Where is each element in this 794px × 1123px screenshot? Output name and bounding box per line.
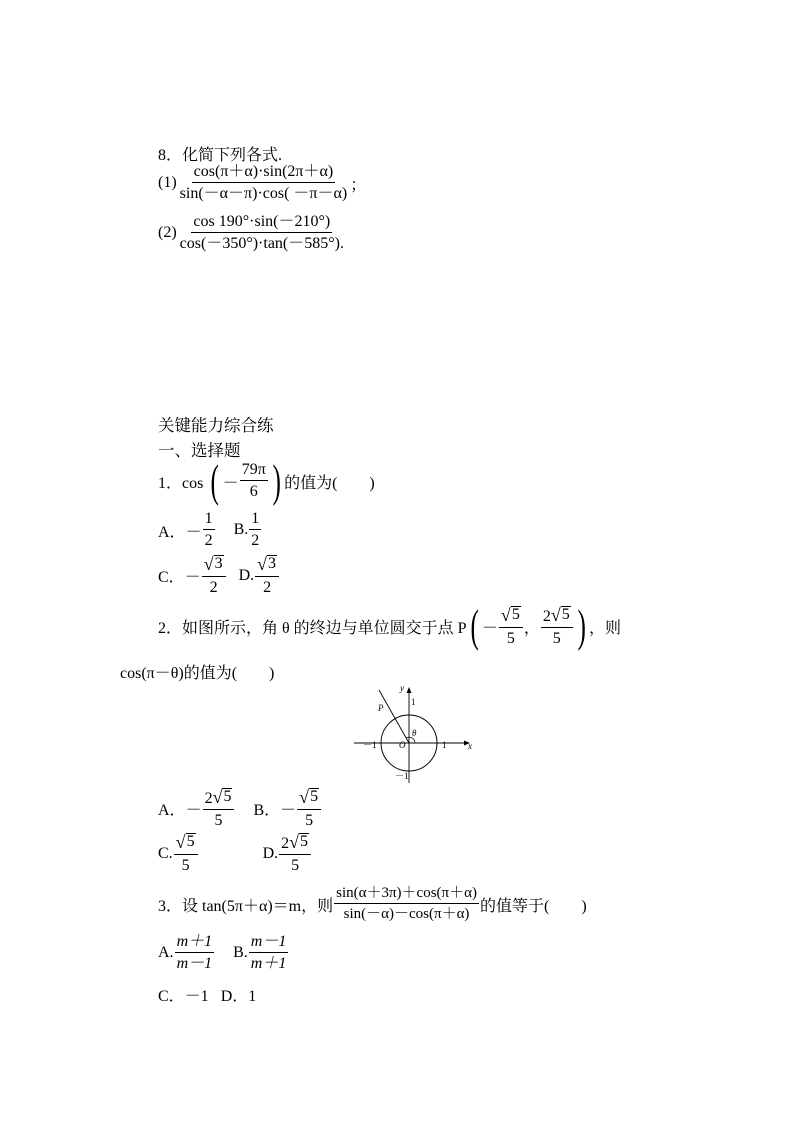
q3-option-a-den: m－1: [176, 955, 213, 972]
q1-minus: －: [222, 474, 239, 492]
q2-option-a-minus: －: [185, 802, 202, 819]
q2-prefix: 2．如图所示，角 θ 的终边与单位圆交于点 P: [158, 619, 467, 637]
q3-option-a-fraction: [175, 934, 215, 972]
q2-option-c-radical: √ 5: [175, 832, 195, 852]
y-axis-arrow-icon: [407, 687, 412, 693]
q1-option-c-fraction: [202, 555, 226, 596]
q1-option-a-fraction: [203, 511, 215, 549]
q8-part1-denominator: sin(－α－π)·cos( －π－α): [179, 185, 348, 202]
q2-px-den: 5: [506, 629, 515, 647]
q2-px-radical: √ 5: [500, 604, 520, 625]
tick-one-top: 1: [411, 697, 416, 707]
q1-option-a-minus: －: [185, 523, 202, 541]
q3-option-b-num: m－1: [249, 934, 289, 953]
q2-right-paren: ): [577, 600, 586, 651]
q1-option-c-minus: －: [184, 569, 201, 586]
tick-one-right: 1: [442, 740, 447, 750]
q2-option-a-label: A．: [158, 802, 186, 819]
y-axis-label: y: [400, 683, 404, 693]
theta-label: θ: [412, 728, 417, 738]
q3-stem: [158, 886, 587, 922]
q3-option-b-fraction: [249, 934, 289, 972]
q8-part1-numerator: cos(π＋α)·sin(2π＋α): [192, 164, 336, 183]
q1-option-a-label: A．: [158, 523, 186, 541]
q3-suffix: 的值等于( ): [479, 897, 587, 915]
q3-option-a-label: A.: [158, 944, 174, 961]
q2-option-d-label: D.: [262, 844, 279, 862]
section-title: 关键能力综合练: [158, 416, 274, 435]
q1-option-b-num: 1: [249, 511, 261, 530]
q1-option-d-den: 2: [263, 579, 272, 596]
q1-fraction: [240, 462, 268, 500]
q3-option-a-num: m＋1: [175, 934, 215, 953]
terminal-side: [379, 690, 409, 743]
q8-part1-label: (1): [158, 174, 177, 191]
q1-option-a-num: 1: [203, 511, 215, 530]
q8-part2-denominator-text: cos(－350°)·tan(－585°): [179, 235, 340, 252]
q8-part2-numerator: cos 190°·sin(－210°): [191, 214, 332, 233]
q2-option-a-den: 5: [214, 812, 223, 829]
q2-px-fraction: [499, 606, 523, 647]
q3-options-ab: [158, 934, 289, 972]
x-axis-label: x: [468, 741, 472, 751]
q8-part2-label: (2): [158, 224, 177, 241]
q3-option-c: C．－1: [158, 988, 209, 1005]
q8-part1-end: ；: [350, 176, 367, 194]
q8-part1-fraction: [178, 164, 350, 202]
q1-options-cd: [158, 555, 280, 596]
q2-option-c-label: C.: [158, 844, 173, 862]
q3-denominator: sin(－α)－cos(π＋α): [343, 906, 470, 922]
q1-option-c-radical: √ 3: [203, 554, 223, 574]
q3-option-d: D．1: [220, 988, 257, 1005]
q8-part2-fraction: [178, 214, 346, 252]
q1-option-a-den: 2: [204, 532, 213, 549]
q2-option-c-fraction: [174, 833, 198, 874]
q2-options-ab: [158, 788, 322, 829]
q2-line2: cos(π－θ)的值为( ): [120, 665, 275, 682]
q2-option-b-minus: －: [280, 802, 297, 819]
q2-py-fraction: [541, 606, 573, 647]
q2-px-minus: －: [481, 619, 498, 637]
q1-stem: [158, 455, 375, 506]
unit-circle-figure: [352, 682, 478, 786]
q1-left-paren: (: [210, 455, 220, 506]
q2-options-cd: [158, 833, 312, 874]
q1-options-ab: [158, 511, 262, 549]
q2-option-b-fraction: [297, 788, 321, 829]
q3-prefix: 3．设 tan(5π＋α)＝m，则: [158, 897, 334, 915]
q1-option-d-fraction: [255, 555, 279, 596]
q8-part2-denominator: [178, 233, 346, 252]
q1-option-b-fraction: [249, 511, 261, 549]
q2-option-a-radical: √ 5: [212, 787, 232, 807]
q2-py-den: 5: [552, 629, 561, 647]
q8-part2-end: .: [339, 235, 344, 252]
q2-option-d-fraction: 2 √ 5 5: [279, 833, 311, 874]
q2-option-b-den: 5: [305, 812, 314, 829]
q2-suffix: ，则: [589, 619, 622, 637]
q1-denominator: 6: [249, 483, 258, 500]
q2-option-a-fraction: 2 √ 5 5: [203, 788, 235, 829]
q1-option-d-label: D.: [238, 566, 255, 584]
q3-numerator: sin(α＋3π)＋cos(π＋α): [334, 886, 479, 904]
q8-title: 8．化简下列各式.: [158, 147, 283, 164]
q1-suffix: 的值为( ): [284, 474, 375, 492]
section-subtitle: 一、选择题: [158, 441, 241, 460]
q8-part2: [158, 214, 347, 252]
q2-py-coef: 2: [542, 607, 551, 625]
q2-option-b-radical: √ 5: [299, 787, 319, 807]
q2-stem: [158, 600, 622, 651]
q3-option-b-label: B.: [233, 944, 248, 961]
q1-option-b-den: 2: [251, 532, 260, 549]
q1-right-paren: ): [272, 455, 281, 506]
q3-option-b-den: m＋1: [250, 955, 287, 972]
q1-option-b-label: B.: [233, 521, 249, 538]
tick-neg-one-left: －1: [363, 740, 377, 750]
q3-fraction: [334, 886, 479, 922]
q1-option-d-radical: √ 3: [257, 554, 277, 574]
q2-option-d-den: 5: [291, 857, 300, 874]
q1-prefix: 1．cos: [158, 474, 204, 492]
q1-numerator: 79π: [240, 462, 268, 481]
q2-py-radical: √ 5: [550, 604, 570, 625]
q1-option-c-label: C．: [158, 569, 185, 586]
point-p-label: P: [378, 703, 384, 713]
q2-left-paren: (: [470, 600, 479, 651]
q2-option-d-radical: √ 5: [289, 832, 309, 852]
q8-part1: [158, 164, 366, 202]
origin-label: O: [399, 740, 406, 750]
q1-option-c-den: 2: [209, 579, 218, 596]
q2-comma: ，: [523, 619, 540, 637]
q2-option-c-den: 5: [181, 857, 190, 874]
tick-neg-one-bottom: －1: [395, 771, 409, 781]
q2-option-b-label: B．: [253, 802, 281, 819]
q3-options-cd: [158, 983, 256, 1006]
